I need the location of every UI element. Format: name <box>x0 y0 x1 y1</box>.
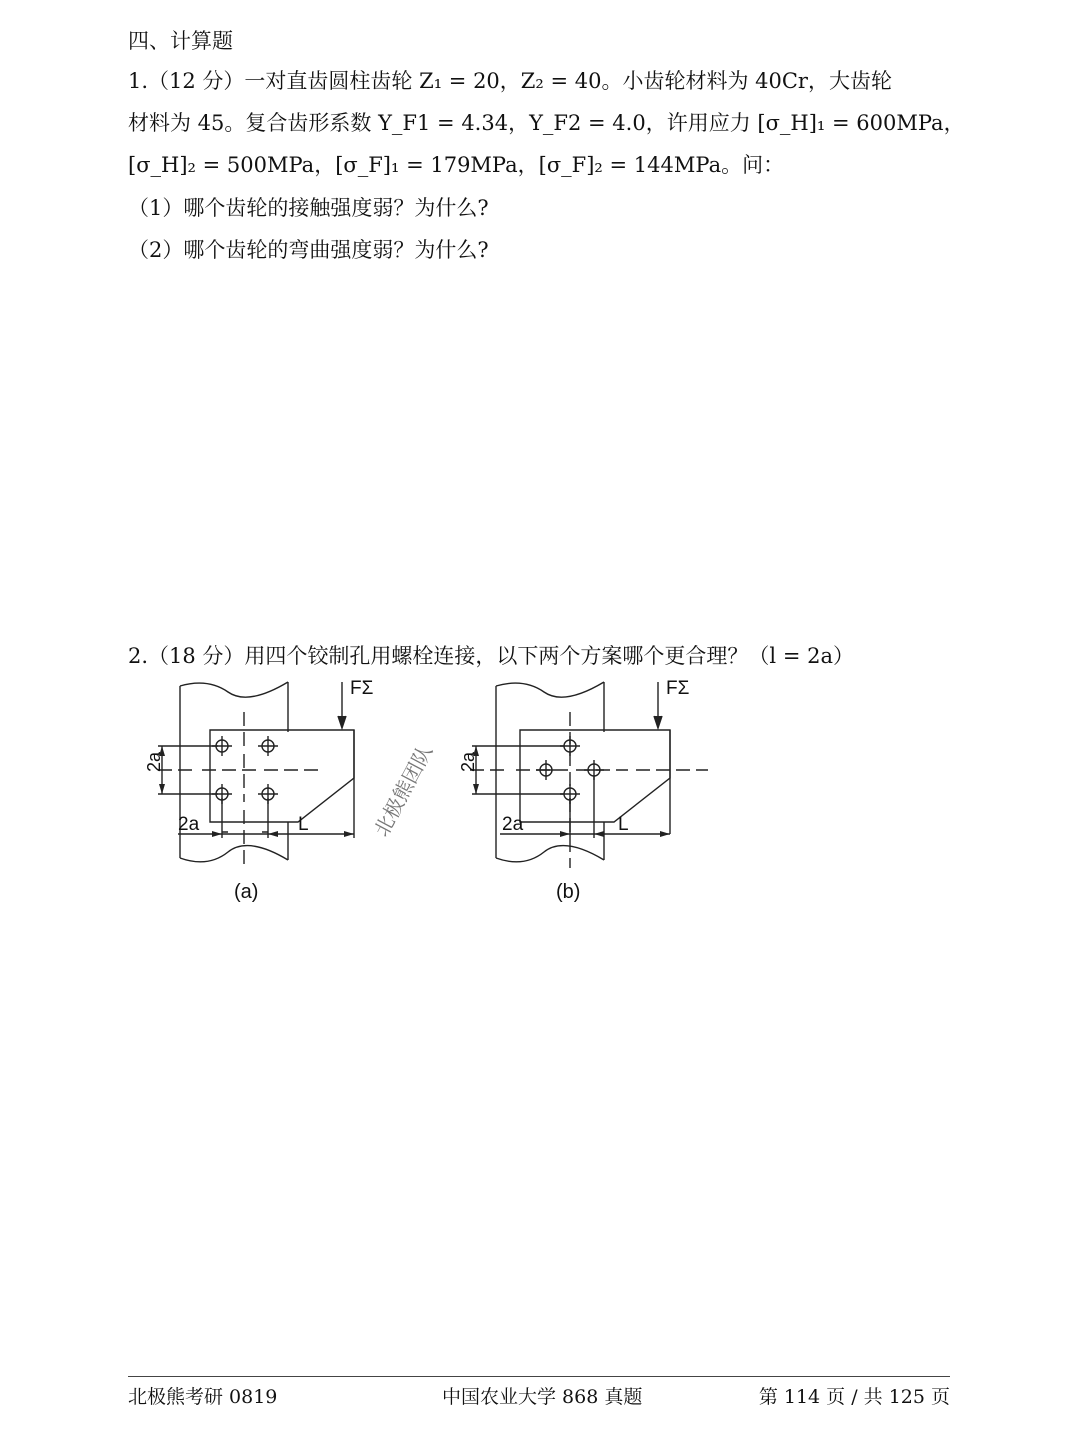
dim-horizontal-a: 2a <box>178 814 200 835</box>
caption-b: (b) <box>556 881 581 903</box>
dim-horizontal-b: 2a <box>502 814 524 835</box>
scheme-b-drawing <box>470 682 708 868</box>
dim-length-a: L <box>298 814 309 835</box>
bolt-layout-figure <box>128 672 748 922</box>
dim-vertical-b: 2a <box>458 751 478 772</box>
bolt-layout-diagram <box>128 672 748 922</box>
caption-a: (a) <box>234 881 259 903</box>
question1-line1: 1.（12 分）一对直齿圆柱齿轮 Z₁ = 20，Z₂ = 40。小齿轮材料为 40Cr，大齿轮 <box>128 69 892 93</box>
footer-center: 中国农业大学 868 真题 <box>442 1386 643 1408</box>
footer-left: 北极熊考研 0819 <box>128 1386 278 1408</box>
force-label-b: FΣ <box>666 678 690 699</box>
watermark-text: 北极熊团队 <box>370 741 438 841</box>
scheme-a-drawing <box>158 682 354 868</box>
question1-line2: 材料为 45。复合齿形系数 Y_F1 = 4.34，Y_F2 = 4.0，许用应力 [σ_H]₁ = 600MPa， <box>128 111 965 135</box>
section-title: 四、计算题 <box>128 29 233 53</box>
force-label-a: FΣ <box>350 678 374 699</box>
question1-subquestion1: （1）哪个齿轮的接触强度弱？为什么? <box>128 196 489 220</box>
dim-vertical-a: 2a <box>144 751 164 772</box>
question1-subquestion2: （2）哪个齿轮的弯曲强度弱？为什么? <box>128 238 489 262</box>
question1-line3: [σ_H]₂ = 500MPa，[σ_F]₁ = 179MPa，[σ_F]₂ = 144MPa。问： <box>128 153 785 177</box>
dim-length-b: L <box>618 814 629 835</box>
footer-divider <box>128 1376 950 1377</box>
footer-page-number: 第 114 页 / 共 125 页 <box>758 1386 950 1408</box>
question2-line1: 2.（18 分）用四个铰制孔用螺栓连接，以下两个方案哪个更合理？（l = 2a） <box>128 644 854 668</box>
